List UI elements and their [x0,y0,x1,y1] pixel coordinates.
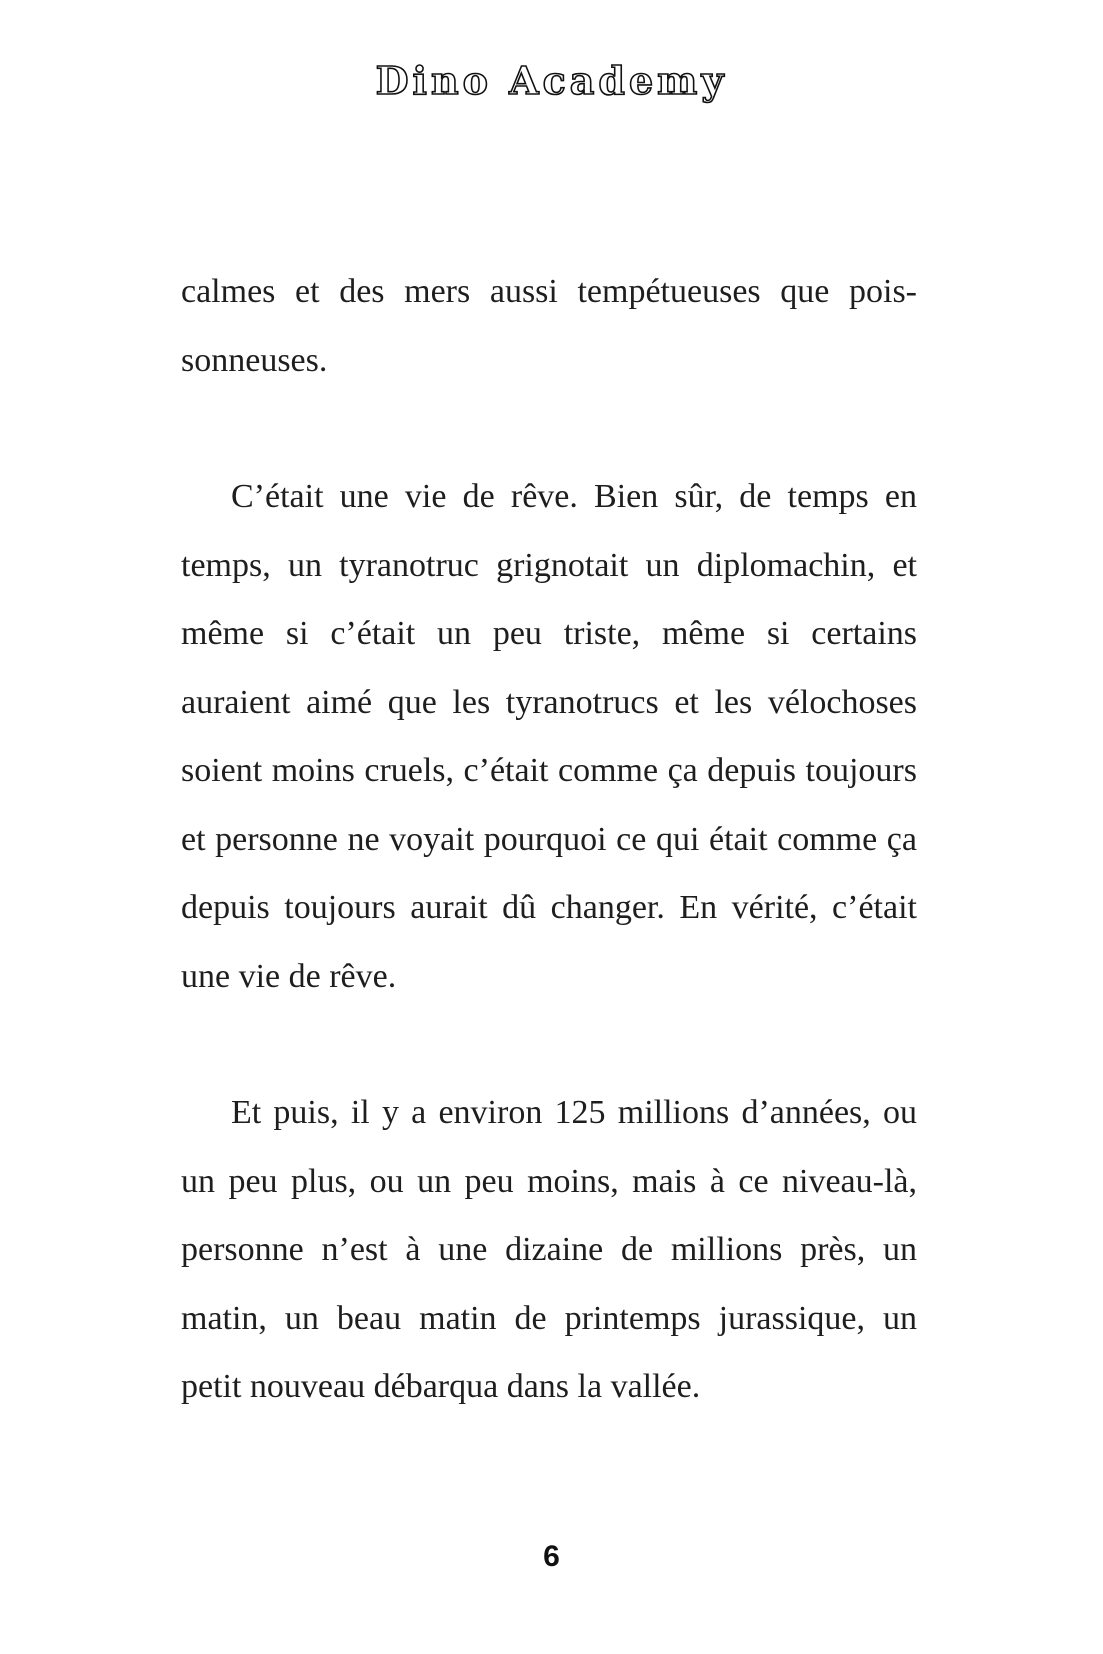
running-head-title: Dino Academy [375,58,728,103]
paragraph-dream-life: C’était une vie de rêve. Bien sûr, de temps en temps, un tyranotruc grignotait un diplomachin, et même si c’était un peu triste, même si certains auraient aimé que les tyranotrucs et les vélochoses soient moins cruels, c’était comme ça depuis toujours et personne ne voyait pourquoi ce qui était comme ça depuis toujours aurait dû changer. En vérité, c’était une vie de rêve. [181,478,917,995]
paragraph-continuation: calmes et des mers aussi tempétueuses que poissonneuses. [181,273,917,379]
paragraph-newcomer: Et puis, il y a environ 125 millions d’années, ou un peu plus, ou un peu moins, mais à ce niveau-là, personne n’est à une dizaine de millions près, un matin, un beau matin de printemps jurassique, un petit nouveau débarqua dans la vallée. [181,1094,917,1405]
body-text [181,258,917,1422]
page-number: 6 [543,1540,560,1573]
